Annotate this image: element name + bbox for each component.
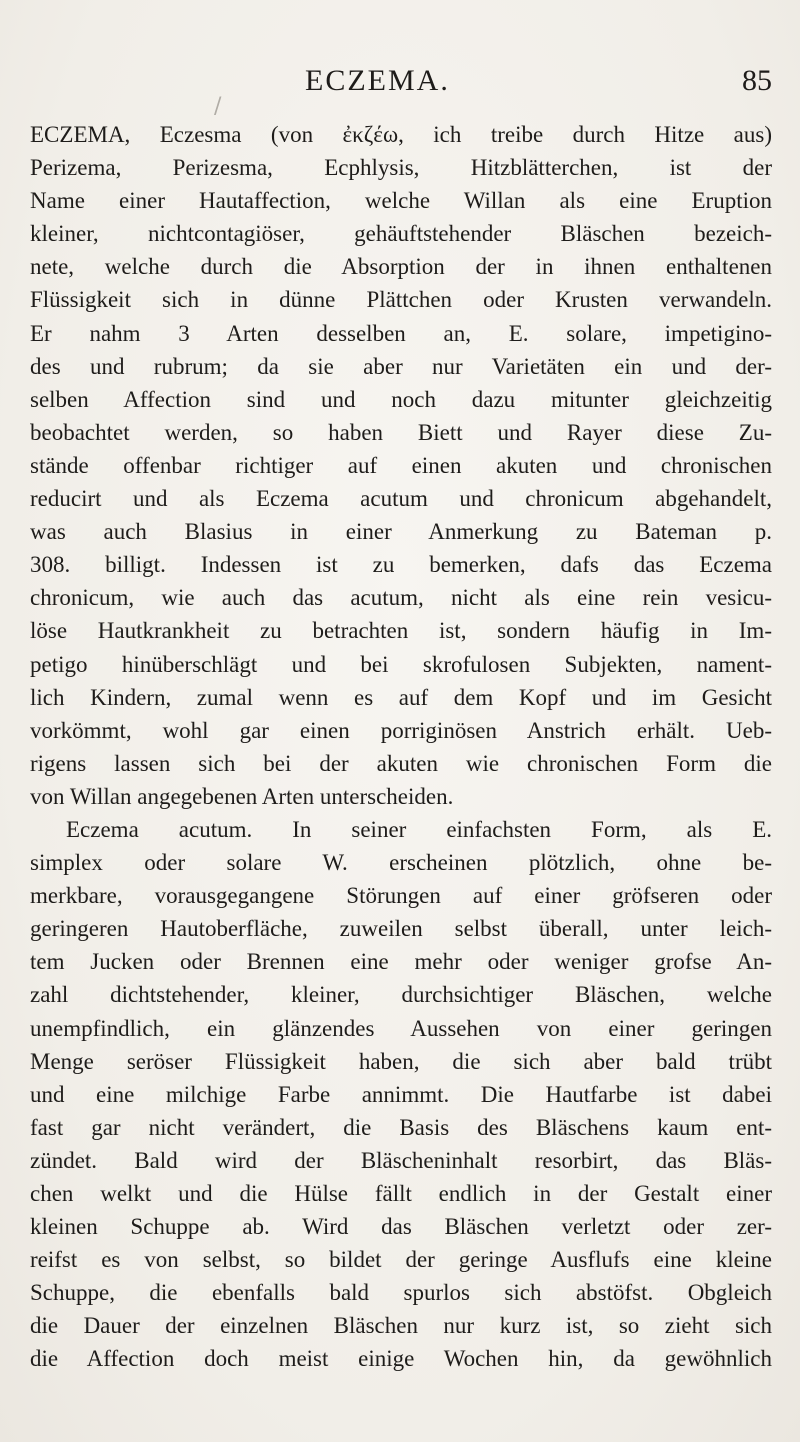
text-line: des und rubrum; da sie aber nur Varietäten ein und der- — [30, 353, 772, 379]
text-line: löse Hautkrankheit zu betrachten ist, sondern häufig in Im- — [30, 618, 772, 644]
text-line: petigo hinüberschlägt und bei skrofulosen Subjekten, nament- — [30, 651, 772, 677]
text-line: Flüssigkeit sich in dünne Plättchen oder Krusten verwandeln. — [30, 287, 772, 313]
stray-mark: / — [214, 94, 222, 119]
text-line: die Affection doch meist einige Wochen hin, da gewöhnlich — [30, 1346, 772, 1372]
text-line: geringeren Hautoberfläche, zuweilen selbst überall, unter leich- — [30, 916, 772, 942]
text-line: zündet. Bald wird der Bläscheninhalt resorbirt, das Bläs- — [30, 1147, 772, 1173]
text-line: tem Jucken oder Brennen eine mehr oder weniger grofse An- — [30, 949, 772, 975]
page-header — [0, 64, 800, 119]
text-line: selben Affection sind und noch dazu mitunter gleichzeitig — [30, 386, 772, 412]
text-line: vorkömmt, wohl gar einen porriginösen Anstrich erhält. Ueb- — [30, 717, 772, 743]
text-line: was auch Blasius in einer Anmerkung zu Bateman p. — [30, 519, 772, 545]
text-line: lich Kindern, zumal wenn es auf dem Kopf und im Gesicht — [30, 684, 772, 710]
text-line: nete, welche durch die Absorption der in ihnen enthaltenen — [30, 254, 772, 280]
text-line: merkbare, vorausgegangene Störungen auf einer gröfseren oder — [30, 883, 772, 909]
text-line: ECZEMA, Eczesma (von ἐκζέω, ich treibe durch Hitze aus) — [30, 122, 772, 147]
body-text — [30, 118, 772, 1376]
text-line: Menge seröser Flüssigkeit haben, die sich aber bald trübt — [30, 1048, 772, 1074]
text-line: kleiner, nichtcontagiöser, gehäuftstehender Bläschen bezeich- — [30, 221, 772, 247]
text-line: simplex oder solare W. erscheinen plötzlich, ohne be- — [30, 850, 772, 876]
text-line: rigens lassen sich bei der akuten wie chronischen Form die — [30, 750, 772, 776]
text-line: 308. billigt. Indessen ist zu bemerken, dafs das Eczema — [30, 552, 772, 578]
text-line: Er nahm 3 Arten desselben an, E. solare, impetigino- — [30, 320, 772, 346]
text-line: chronicum, wie auch das acutum, nicht als eine rein vesicu- — [30, 585, 772, 611]
text-line: chen welkt und die Hülse fällt endlich in der Gestalt einer — [30, 1181, 772, 1206]
running-head: ECZEMA. — [305, 64, 450, 97]
text-line: reducirt und als Eczema acutum und chronicum abgehandelt, — [30, 486, 772, 512]
text-line: die Dauer der einzelnen Bläschen nur kurz ist, so zieht sich — [30, 1313, 772, 1339]
text-line: Schuppe, die ebenfalls bald spurlos sich abstöfst. Obgleich — [30, 1280, 772, 1306]
page-number: 85 — [742, 64, 772, 97]
text-line: stände offenbar richtiger auf einen akuten und chronischen — [30, 452, 772, 478]
text-line: reifst es von selbst, so bildet der geringe Ausflufs eine kleine — [30, 1247, 772, 1273]
text-line: Eczema acutum. In seiner einfachsten Form, als E. — [66, 816, 772, 842]
text-line: Perizema, Perizesma, Ecphlysis, Hitzblätterchen, ist der — [30, 155, 772, 181]
text-line: unempfindlich, ein glänzendes Aussehen von einer geringen — [30, 1015, 772, 1041]
text-line: und eine milchige Farbe annimmt. Die Hautfarbe ist dabei — [30, 1081, 772, 1107]
text-line: von Willan angegebenen Arten unterscheiden. — [30, 783, 454, 809]
text-line: fast gar nicht verändert, die Basis des Bläschens kaum ent- — [30, 1114, 772, 1140]
text-line: beobachtet werden, so haben Biett und Rayer diese Zu- — [30, 419, 772, 445]
text-line: kleinen Schuppe ab. Wird das Bläschen verletzt oder zer- — [30, 1214, 772, 1240]
text-line: zahl dichtstehender, kleiner, durchsichtiger Bläschen, welche — [30, 982, 772, 1008]
text-line: Name einer Hautaffection, welche Willan als eine Eruption — [30, 188, 772, 214]
